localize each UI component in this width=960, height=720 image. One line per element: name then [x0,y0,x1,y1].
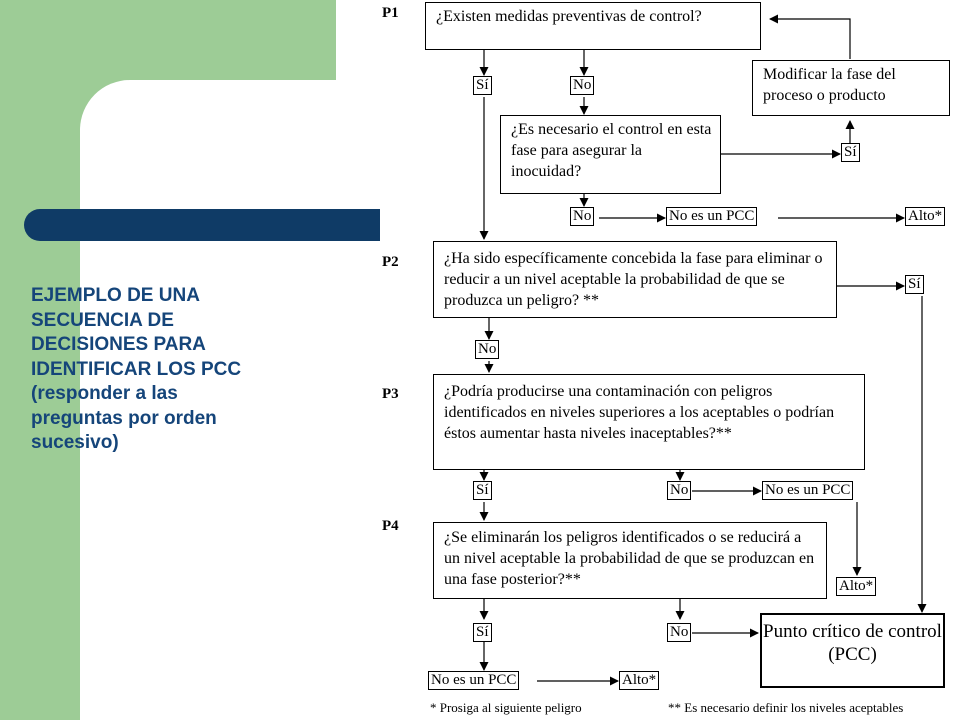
slide-title: EJEMPLO DE UNA SECUENCIA DE DECISIONES PARA IDENTIFICAR LOS PCC (responder a las preguntas por orden sucesivo) [31,285,242,453]
answer-yes-p4: Sí [473,623,492,642]
result-stop-2: Alto* [836,577,876,596]
result-not-pcc-1: No es un PCC [666,207,757,226]
question-label-p2: P2 [382,254,399,270]
answer-yes-p3: Sí [473,481,492,500]
modify-process-box: Modificar la fase del proceso o producto [752,60,950,116]
answer-yes-control: Sí [841,143,860,162]
answer-no-p2: No [475,340,499,359]
answer-yes-p2: Sí [905,275,924,294]
result-stop-3: Alto* [619,671,659,690]
result-not-pcc-3: No es un PCC [428,671,519,690]
question-label-p3: P3 [382,386,399,402]
question-box-p3: ¿Podría producirse una contaminación con peligros identificados en niveles superiores a los aceptables o podrían éstos aumentar hasta niveles inaceptables?** [433,374,865,470]
result-not-pcc-2: No es un PCC [762,481,853,500]
question-box-p1: ¿Existen medidas preventivas de control? [425,2,761,50]
answer-no-control: No [570,207,594,226]
arrow-modify-to-p1 [770,19,850,59]
question-label-p1: P1 [382,5,399,21]
question-box-p2: ¿Ha sido específicamente concebida la fase para eliminar o reducir a un nivel aceptable la probabilidad de que se produzca un peligro? ** [433,241,837,318]
question-label-p4: P4 [382,518,399,534]
answer-no-p3: No [667,481,691,500]
result-stop-1: Alto* [905,207,945,226]
answer-no-p1: No [570,76,594,95]
answer-yes-p1: Sí [473,76,492,95]
footnote-next-hazard: * Prosiga al siguiente peligro [430,700,582,715]
footnote-acceptable-levels: ** Es necesario definir los niveles aceptables [668,700,904,715]
question-box-p4: ¿Se eliminarán los peligros identificados o se reducirá a un nivel aceptable la probabilidad de que se produzcan en una fase posterior?** [433,522,827,599]
critical-control-point-box: Punto crítico de control (PCC) [760,613,945,688]
answer-no-p4: No [667,623,691,642]
question-box-control: ¿Es necesario el control en esta fase para asegurar la inocuidad? [500,115,721,194]
